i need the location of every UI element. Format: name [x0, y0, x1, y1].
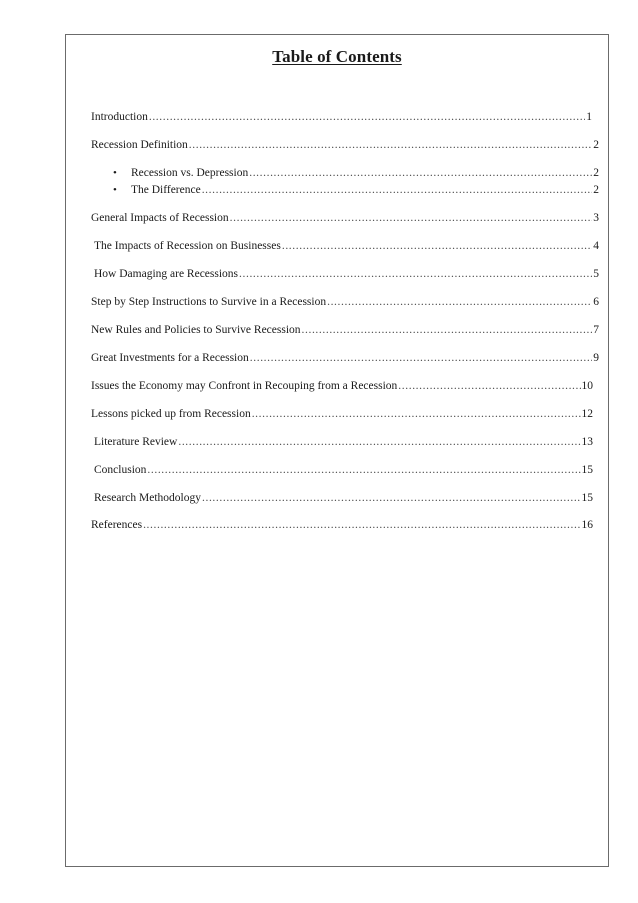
toc-entry-label: Recession Definition — [91, 139, 188, 151]
toc-entry-page: 6 — [593, 296, 599, 308]
dot-leader — [143, 518, 580, 532]
dot-leader — [252, 407, 581, 421]
toc-entry-research-methodology[interactable] — [94, 491, 593, 505]
toc-entry-step-by-step[interactable] — [91, 295, 599, 309]
toc-entry-page: 15 — [581, 492, 593, 504]
toc-entry-page: 5 — [593, 268, 599, 280]
toc-entry-label: General Impacts of Recession — [91, 212, 229, 224]
toc-entry-page: 1 — [586, 111, 592, 123]
toc-entry-page: 15 — [581, 464, 593, 476]
dot-leader — [327, 295, 592, 309]
toc-entry-literature-review[interactable] — [94, 435, 593, 449]
toc-entry-page: 9 — [593, 352, 599, 364]
toc-title: Table of Contents — [272, 47, 402, 66]
toc-entry-label: Lessons picked up from Recession — [91, 408, 251, 420]
dot-leader — [178, 435, 580, 449]
dot-leader — [202, 491, 581, 505]
toc-entry-page: 2 — [593, 167, 599, 179]
dot-leader — [147, 463, 580, 477]
toc-entry-lessons[interactable] — [91, 407, 593, 421]
toc-entry-references[interactable] — [91, 518, 593, 532]
bullet-icon: • — [113, 167, 117, 179]
toc-entry-introduction[interactable] — [91, 110, 592, 124]
toc-entry-how-damaging[interactable] — [94, 267, 599, 281]
dot-leader — [230, 211, 593, 225]
toc-entry-page: 7 — [593, 324, 599, 336]
toc-entry-label: Conclusion — [94, 464, 147, 476]
dot-leader — [249, 166, 592, 180]
dot-leader — [398, 379, 580, 393]
dot-leader — [250, 351, 592, 365]
bullet-icon: • — [113, 184, 117, 196]
toc-entry-page: 3 — [593, 212, 599, 224]
toc-entry-conclusion[interactable] — [94, 463, 593, 477]
toc-entry-page: 13 — [581, 436, 593, 448]
toc-entry-label: Step by Step Instructions to Survive in a Recession — [91, 296, 327, 308]
toc-entry-label: References — [91, 519, 143, 531]
toc-entry-impacts-on-businesses[interactable] — [94, 239, 599, 253]
toc-entry-page: 12 — [581, 408, 593, 420]
toc-entry-general-impacts[interactable] — [91, 211, 599, 225]
toc-entry-the-difference[interactable] — [113, 183, 599, 197]
toc-entry-new-rules[interactable] — [91, 323, 599, 337]
toc-entry-page: 4 — [593, 240, 599, 252]
toc-entry-page: 2 — [593, 184, 599, 196]
dot-leader — [282, 239, 592, 253]
dot-leader — [149, 110, 585, 124]
toc-entry-label: Research Methodology — [94, 492, 201, 504]
toc-entry-label: Introduction — [91, 111, 148, 123]
dot-leader — [302, 323, 593, 337]
toc-entry-label: Recession vs. Depression — [131, 167, 249, 179]
toc-entry-label: Great Investments for a Recession — [91, 352, 249, 364]
toc-entry-great-investments[interactable] — [91, 351, 599, 365]
toc-entry-label: How Damaging are Recessions — [94, 268, 239, 280]
toc-entry-issues-economy[interactable] — [91, 379, 593, 393]
toc-entry-label: The Difference — [131, 184, 201, 196]
toc-entry-label: The Impacts of Recession on Businesses — [94, 240, 281, 252]
toc-entry-page: 2 — [593, 139, 599, 151]
toc-entry-label: Literature Review — [94, 436, 178, 448]
document-page — [65, 34, 609, 867]
toc-entry-label: New Rules and Policies to Survive Recession — [91, 324, 301, 336]
dot-leader — [189, 138, 592, 152]
toc-entry-label: Issues the Economy may Confront in Recouping from a Recession — [91, 380, 398, 392]
toc-entry-recession-vs-depression[interactable] — [113, 166, 599, 180]
toc-entry-page: 10 — [581, 380, 593, 392]
toc-entry-recession-definition[interactable] — [91, 138, 599, 152]
dot-leader — [239, 267, 592, 281]
toc-entry-page: 16 — [581, 519, 593, 531]
dot-leader — [202, 183, 593, 197]
